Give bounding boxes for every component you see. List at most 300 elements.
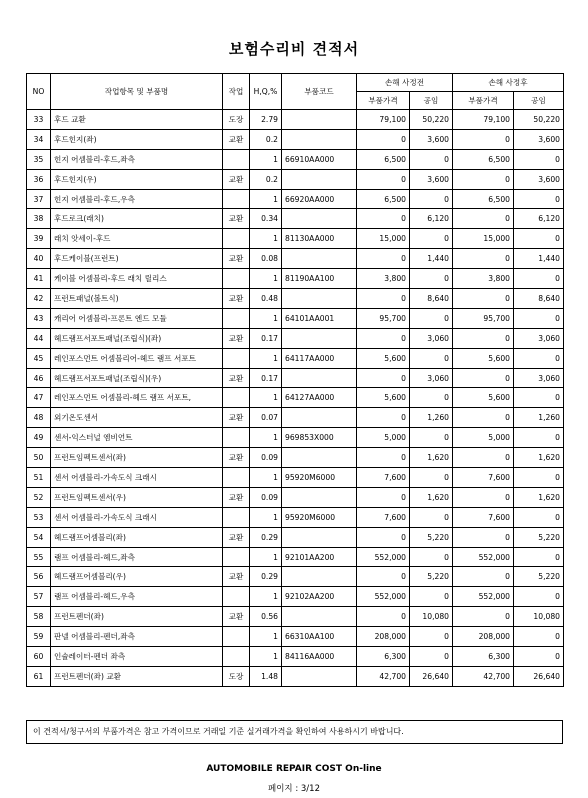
row-after-labor: 1,620	[514, 448, 564, 468]
row-work: 교환	[223, 169, 250, 189]
row-no: 40	[27, 249, 51, 269]
row-before-price: 5,600	[357, 388, 410, 408]
row-no: 52	[27, 487, 51, 507]
row-before-price: 7,600	[357, 468, 410, 488]
row-work: 교환	[223, 527, 250, 547]
table-row	[27, 249, 564, 269]
row-code: 66910AA000	[282, 149, 357, 169]
row-work	[223, 229, 250, 249]
row-hq: 0.48	[250, 289, 282, 309]
row-no: 39	[27, 229, 51, 249]
row-item: 프런트펜더(좌)	[51, 607, 223, 627]
row-hq: 0.17	[250, 328, 282, 348]
row-code	[282, 169, 357, 189]
table-row	[27, 209, 564, 229]
row-after-price: 42,700	[453, 666, 514, 686]
row-code	[282, 110, 357, 130]
row-before-labor: 0	[410, 468, 453, 488]
row-item: 힌지 어셈블리-후드,좌측	[51, 149, 223, 169]
row-after-labor: 1,260	[514, 408, 564, 428]
row-code	[282, 129, 357, 149]
row-before-price: 95,700	[357, 308, 410, 328]
row-before-price: 0	[357, 448, 410, 468]
table-row	[27, 487, 564, 507]
row-before-labor: 3,600	[410, 129, 453, 149]
row-hq: 0.29	[250, 567, 282, 587]
row-item: 후드케이블(프런트)	[51, 249, 223, 269]
row-before-labor: 1,620	[410, 448, 453, 468]
row-before-price: 42,700	[357, 666, 410, 686]
row-hq: 1	[250, 229, 282, 249]
row-before-price: 208,000	[357, 627, 410, 647]
row-work	[223, 149, 250, 169]
table-row	[27, 428, 564, 448]
table-row	[27, 448, 564, 468]
row-no: 57	[27, 587, 51, 607]
row-item: 센서 어셈블리-가속도식 크래시	[51, 507, 223, 527]
row-code	[282, 567, 357, 587]
row-no: 58	[27, 607, 51, 627]
header-before-price: 부품가격	[357, 92, 410, 110]
row-hq: 0.08	[250, 249, 282, 269]
row-before-price: 79,100	[357, 110, 410, 130]
table-row	[27, 189, 564, 209]
row-after-price: 15,000	[453, 229, 514, 249]
row-before-price: 6,300	[357, 647, 410, 667]
row-after-price: 79,100	[453, 110, 514, 130]
row-after-price: 552,000	[453, 587, 514, 607]
row-before-labor: 10,080	[410, 607, 453, 627]
row-after-price: 0	[453, 527, 514, 547]
row-no: 60	[27, 647, 51, 667]
row-work	[223, 547, 250, 567]
row-no: 42	[27, 289, 51, 309]
row-before-labor: 0	[410, 308, 453, 328]
table-row	[27, 666, 564, 686]
page-title: 보험수리비 견적서	[228, 40, 360, 58]
header-after: 손해 사정후	[453, 74, 564, 92]
row-after-price: 7,600	[453, 507, 514, 527]
row-before-labor: 1,620	[410, 487, 453, 507]
row-no: 59	[27, 627, 51, 647]
row-code: 84116AA000	[282, 647, 357, 667]
row-code: 92102AA200	[282, 587, 357, 607]
header-work: 작업	[223, 74, 250, 110]
row-no: 46	[27, 368, 51, 388]
row-before-labor: 26,640	[410, 666, 453, 686]
row-work: 교환	[223, 289, 250, 309]
row-no: 34	[27, 129, 51, 149]
row-no: 61	[27, 666, 51, 686]
table-row	[27, 308, 564, 328]
table-row	[27, 149, 564, 169]
row-hq: 1	[250, 507, 282, 527]
row-no: 45	[27, 348, 51, 368]
row-after-price: 0	[453, 129, 514, 149]
row-before-labor: 0	[410, 547, 453, 567]
row-no: 33	[27, 110, 51, 130]
row-before-labor: 1,260	[410, 408, 453, 428]
row-no: 55	[27, 547, 51, 567]
table-row	[27, 388, 564, 408]
row-after-labor: 8,640	[514, 289, 564, 309]
row-before-price: 0	[357, 527, 410, 547]
row-code: 969853X000	[282, 428, 357, 448]
row-item: 외기온도센서	[51, 408, 223, 428]
row-code	[282, 368, 357, 388]
row-hq: 1	[250, 189, 282, 209]
row-after-labor: 50,220	[514, 110, 564, 130]
row-item: 래치 앗세이-후드	[51, 229, 223, 249]
row-after-labor: 1,620	[514, 487, 564, 507]
row-after-labor: 0	[514, 348, 564, 368]
row-work: 교환	[223, 448, 250, 468]
row-code	[282, 328, 357, 348]
row-hq: 0.07	[250, 408, 282, 428]
table-row	[27, 607, 564, 627]
row-no: 35	[27, 149, 51, 169]
table-row	[27, 627, 564, 647]
footer-brand: AUTOMOBILE REPAIR COST On-line	[206, 764, 382, 774]
row-after-price: 95,700	[453, 308, 514, 328]
row-after-price: 0	[453, 249, 514, 269]
row-item: 헤드램프서포트패널(조립식)(우)	[51, 368, 223, 388]
table-row	[27, 408, 564, 428]
row-before-labor: 50,220	[410, 110, 453, 130]
row-code	[282, 527, 357, 547]
row-hq: 1	[250, 547, 282, 567]
row-code	[282, 487, 357, 507]
estimate-table	[26, 73, 564, 687]
table-row	[27, 527, 564, 547]
row-before-labor: 0	[410, 348, 453, 368]
row-after-labor: 3,060	[514, 368, 564, 388]
table-row	[27, 567, 564, 587]
row-no: 54	[27, 527, 51, 547]
row-after-labor: 0	[514, 428, 564, 448]
row-work: 교환	[223, 328, 250, 348]
row-after-price: 552,000	[453, 547, 514, 567]
row-after-price: 208,000	[453, 627, 514, 647]
row-no: 43	[27, 308, 51, 328]
row-after-labor: 0	[514, 627, 564, 647]
table-row	[27, 647, 564, 667]
row-no: 53	[27, 507, 51, 527]
row-before-labor: 0	[410, 388, 453, 408]
row-hq: 2.79	[250, 110, 282, 130]
row-code	[282, 408, 357, 428]
row-after-labor: 3,600	[514, 169, 564, 189]
row-no: 38	[27, 209, 51, 229]
row-before-labor: 0	[410, 269, 453, 289]
row-after-labor: 0	[514, 229, 564, 249]
row-no: 56	[27, 567, 51, 587]
row-after-labor: 3,060	[514, 328, 564, 348]
row-before-price: 6,500	[357, 149, 410, 169]
row-before-price: 3,800	[357, 269, 410, 289]
row-after-price: 0	[453, 448, 514, 468]
header-after-price: 부품가격	[453, 92, 514, 110]
row-after-price: 6,300	[453, 647, 514, 667]
row-after-labor: 5,220	[514, 527, 564, 547]
row-work	[223, 269, 250, 289]
row-before-price: 5,600	[357, 348, 410, 368]
row-work: 도장	[223, 110, 250, 130]
row-after-price: 0	[453, 169, 514, 189]
row-item: 후드 교환	[51, 110, 223, 130]
row-before-labor: 0	[410, 229, 453, 249]
row-item: 레인포스먼트 어셈블리-헤드 램프 서포트,	[51, 388, 223, 408]
row-hq: 0.09	[250, 487, 282, 507]
row-before-price: 0	[357, 209, 410, 229]
row-code: 66920AA000	[282, 189, 357, 209]
row-after-labor: 0	[514, 468, 564, 488]
row-no: 50	[27, 448, 51, 468]
row-code: 66310AA100	[282, 627, 357, 647]
row-after-price: 5,600	[453, 348, 514, 368]
row-before-price: 0	[357, 567, 410, 587]
row-before-price: 15,000	[357, 229, 410, 249]
row-after-price: 0	[453, 209, 514, 229]
row-after-price: 3,800	[453, 269, 514, 289]
row-item: 레인포스먼트 어셈블리어-헤드 램프 서포트	[51, 348, 223, 368]
row-before-price: 5,000	[357, 428, 410, 448]
row-item: 센서-익스터널 엠비언트	[51, 428, 223, 448]
header-before: 손해 사정전	[357, 74, 453, 92]
table-row	[27, 169, 564, 189]
row-no: 44	[27, 328, 51, 348]
row-after-price: 6,500	[453, 149, 514, 169]
row-after-labor: 10,080	[514, 607, 564, 627]
row-before-price: 0	[357, 328, 410, 348]
row-item: 프런트임펙트센서(좌)	[51, 448, 223, 468]
row-work	[223, 627, 250, 647]
row-work	[223, 308, 250, 328]
row-after-price: 0	[453, 607, 514, 627]
row-code	[282, 249, 357, 269]
row-before-price: 6,500	[357, 189, 410, 209]
row-work	[223, 468, 250, 488]
table-row	[27, 129, 564, 149]
row-after-labor: 0	[514, 647, 564, 667]
row-after-labor: 0	[514, 388, 564, 408]
row-after-labor: 0	[514, 189, 564, 209]
row-item: 헤드램프서포트패널(조립식)(좌)	[51, 328, 223, 348]
row-before-labor: 0	[410, 149, 453, 169]
row-work: 교환	[223, 567, 250, 587]
row-hq: 1	[250, 587, 282, 607]
row-no: 51	[27, 468, 51, 488]
row-work: 교환	[223, 607, 250, 627]
row-after-labor: 26,640	[514, 666, 564, 686]
table-row	[27, 229, 564, 249]
row-before-labor: 1,440	[410, 249, 453, 269]
row-before-price: 0	[357, 169, 410, 189]
row-before-labor: 3,600	[410, 169, 453, 189]
row-item: 후드힌지(좌)	[51, 129, 223, 149]
row-item: 프런트패널(볼트식)	[51, 289, 223, 309]
header-no: NO	[27, 74, 51, 110]
row-hq: 1	[250, 647, 282, 667]
row-work	[223, 428, 250, 448]
row-code: 81130AA000	[282, 229, 357, 249]
row-before-labor: 0	[410, 189, 453, 209]
row-hq: 1	[250, 468, 282, 488]
row-hq: 1	[250, 269, 282, 289]
row-hq: 0.2	[250, 129, 282, 149]
row-no: 37	[27, 189, 51, 209]
table-row	[27, 328, 564, 348]
row-work: 교환	[223, 209, 250, 229]
row-hq: 1	[250, 308, 282, 328]
row-hq: 1	[250, 149, 282, 169]
row-after-labor: 3,600	[514, 129, 564, 149]
row-work	[223, 587, 250, 607]
page-number: 페이지 : 3/12	[268, 784, 320, 794]
row-code	[282, 666, 357, 686]
row-after-labor: 0	[514, 587, 564, 607]
row-before-price: 0	[357, 289, 410, 309]
row-before-labor: 3,060	[410, 328, 453, 348]
row-before-price: 552,000	[357, 587, 410, 607]
table-row	[27, 507, 564, 527]
table-row	[27, 468, 564, 488]
row-item: 헤드램프어셈블리(좌)	[51, 527, 223, 547]
row-code: 64127AA000	[282, 388, 357, 408]
row-item: 인슐레이터-펜더 좌측	[51, 647, 223, 667]
row-work	[223, 647, 250, 667]
row-after-labor: 5,220	[514, 567, 564, 587]
row-work: 교환	[223, 487, 250, 507]
row-item: 힌지 어셈블리-후드,우측	[51, 189, 223, 209]
row-before-price: 0	[357, 408, 410, 428]
row-before-price: 0	[357, 249, 410, 269]
row-item: 캐리어 어셈블리-프론트 엔드 모듈	[51, 308, 223, 328]
row-after-price: 7,600	[453, 468, 514, 488]
row-hq: 0.09	[250, 448, 282, 468]
row-item: 램프 어셈블리-헤드,좌측	[51, 547, 223, 567]
row-code: 95920M6000	[282, 468, 357, 488]
row-before-labor: 0	[410, 587, 453, 607]
row-after-labor: 0	[514, 149, 564, 169]
row-hq: 1.48	[250, 666, 282, 686]
row-item: 케이블 어셈블리-후드 래치 릴리스	[51, 269, 223, 289]
row-before-price: 0	[357, 129, 410, 149]
table-row	[27, 368, 564, 388]
row-before-price: 0	[357, 487, 410, 507]
row-before-price: 0	[357, 607, 410, 627]
header-code: 부품코드	[282, 74, 357, 110]
row-no: 36	[27, 169, 51, 189]
row-after-labor: 0	[514, 507, 564, 527]
row-after-labor: 0	[514, 269, 564, 289]
row-item: 램프 어셈블리-헤드,우측	[51, 587, 223, 607]
row-work	[223, 507, 250, 527]
row-hq: 1	[250, 348, 282, 368]
row-after-labor: 1,440	[514, 249, 564, 269]
row-after-price: 0	[453, 487, 514, 507]
row-hq: 0.29	[250, 527, 282, 547]
row-code: 64117AA000	[282, 348, 357, 368]
row-item: 후드힌지(우)	[51, 169, 223, 189]
header-after-labor: 공임	[514, 92, 564, 110]
row-after-labor: 6,120	[514, 209, 564, 229]
row-after-price: 0	[453, 408, 514, 428]
row-work	[223, 348, 250, 368]
row-item: 후드로크(래치)	[51, 209, 223, 229]
table-row	[27, 110, 564, 130]
table-row	[27, 269, 564, 289]
row-before-price: 552,000	[357, 547, 410, 567]
row-before-price: 7,600	[357, 507, 410, 527]
row-before-labor: 8,640	[410, 289, 453, 309]
row-no: 47	[27, 388, 51, 408]
row-after-price: 6,500	[453, 189, 514, 209]
row-after-price: 5,000	[453, 428, 514, 448]
header-before-labor: 공임	[410, 92, 453, 110]
estimate-rows	[27, 110, 564, 687]
row-after-price: 0	[453, 289, 514, 309]
row-before-labor: 5,220	[410, 527, 453, 547]
row-no: 48	[27, 408, 51, 428]
row-before-labor: 0	[410, 428, 453, 448]
row-code: 81190AA100	[282, 269, 357, 289]
row-hq: 1	[250, 388, 282, 408]
row-before-labor: 5,220	[410, 567, 453, 587]
row-work: 교환	[223, 408, 250, 428]
row-before-labor: 3,060	[410, 368, 453, 388]
row-hq: 0.56	[250, 607, 282, 627]
table-row	[27, 348, 564, 368]
row-hq: 1	[250, 428, 282, 448]
row-hq: 0.17	[250, 368, 282, 388]
row-after-price: 0	[453, 567, 514, 587]
row-before-labor: 0	[410, 627, 453, 647]
row-work: 교환	[223, 249, 250, 269]
row-item: 센서 어셈블리-가속도식 크래시	[51, 468, 223, 488]
row-after-price: 5,600	[453, 388, 514, 408]
row-hq: 1	[250, 627, 282, 647]
row-after-price: 0	[453, 328, 514, 348]
row-code: 95920M6000	[282, 507, 357, 527]
row-work	[223, 388, 250, 408]
row-work: 교환	[223, 129, 250, 149]
row-before-labor: 0	[410, 647, 453, 667]
row-after-labor: 0	[514, 308, 564, 328]
row-no: 41	[27, 269, 51, 289]
table-row	[27, 289, 564, 309]
row-before-price: 0	[357, 368, 410, 388]
row-code: 64101AA001	[282, 308, 357, 328]
table-row	[27, 587, 564, 607]
row-no: 49	[27, 428, 51, 448]
row-code	[282, 289, 357, 309]
header-item: 작업항목 및 부품명	[51, 74, 223, 110]
row-code	[282, 448, 357, 468]
row-code: 92101AA200	[282, 547, 357, 567]
table-row	[27, 547, 564, 567]
row-work: 교환	[223, 368, 250, 388]
row-item: 프런트펜더(좌) 교환	[51, 666, 223, 686]
row-hq: 0.34	[250, 209, 282, 229]
row-before-labor: 0	[410, 507, 453, 527]
header-hq: H,Q,%	[250, 74, 282, 110]
row-before-labor: 6,120	[410, 209, 453, 229]
row-item: 판넬 어셈블리-펜더,좌측	[51, 627, 223, 647]
row-work	[223, 189, 250, 209]
row-item: 헤드램프어셈블리(우)	[51, 567, 223, 587]
row-code	[282, 209, 357, 229]
